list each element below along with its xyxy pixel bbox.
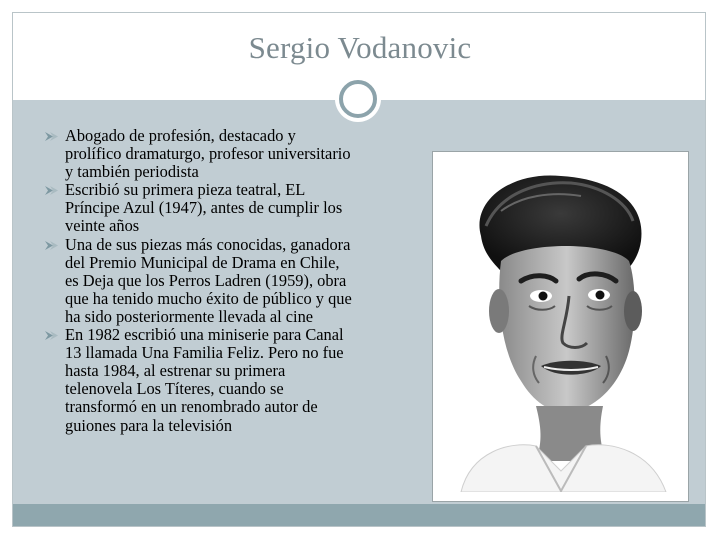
list-item: [47, 181, 352, 235]
bullet-arrow-icon: [45, 241, 59, 250]
bullet-text: En 1982 escribió una miniserie para Canal 13 llamada Una Familia Feliz. Pero no fue hasta 1984, al estrenar su primera telenovela Los Títeres, cuando se transformó en un renombrado autor de guiones para la televisión: [65, 325, 344, 435]
title-divider-circle: [339, 80, 377, 118]
bottom-bar: [13, 504, 705, 526]
list-item: [47, 236, 352, 326]
list-item: [47, 127, 352, 181]
slide-title: Sergio Vodanovic: [248, 30, 472, 65]
bullet-text: Abogado de profesión, destacado y prolífico dramaturgo, profesor universitario y también periodista: [65, 126, 351, 182]
portrait-illustration: [441, 161, 680, 492]
portrait-photo: [441, 161, 680, 492]
bullet-text: Una de sus piezas más conocidas, ganadora del Premio Municipal de Drama en Chile, es Deja que los Perros Ladren (1959), obra que ha tenido mucho éxito de público y que ha sido posteriormente llevada al cine: [65, 234, 352, 326]
bullet-arrow-icon: [45, 186, 59, 195]
bullet-arrow-icon: [45, 132, 59, 141]
bullet-list: [47, 127, 352, 435]
bullet-text: Escribió su primera pieza teatral, EL Príncipe Azul (1947), antes de cumplir los veinte años: [65, 180, 343, 236]
bullet-arrow-icon: [45, 331, 59, 340]
list-item: [47, 326, 352, 435]
